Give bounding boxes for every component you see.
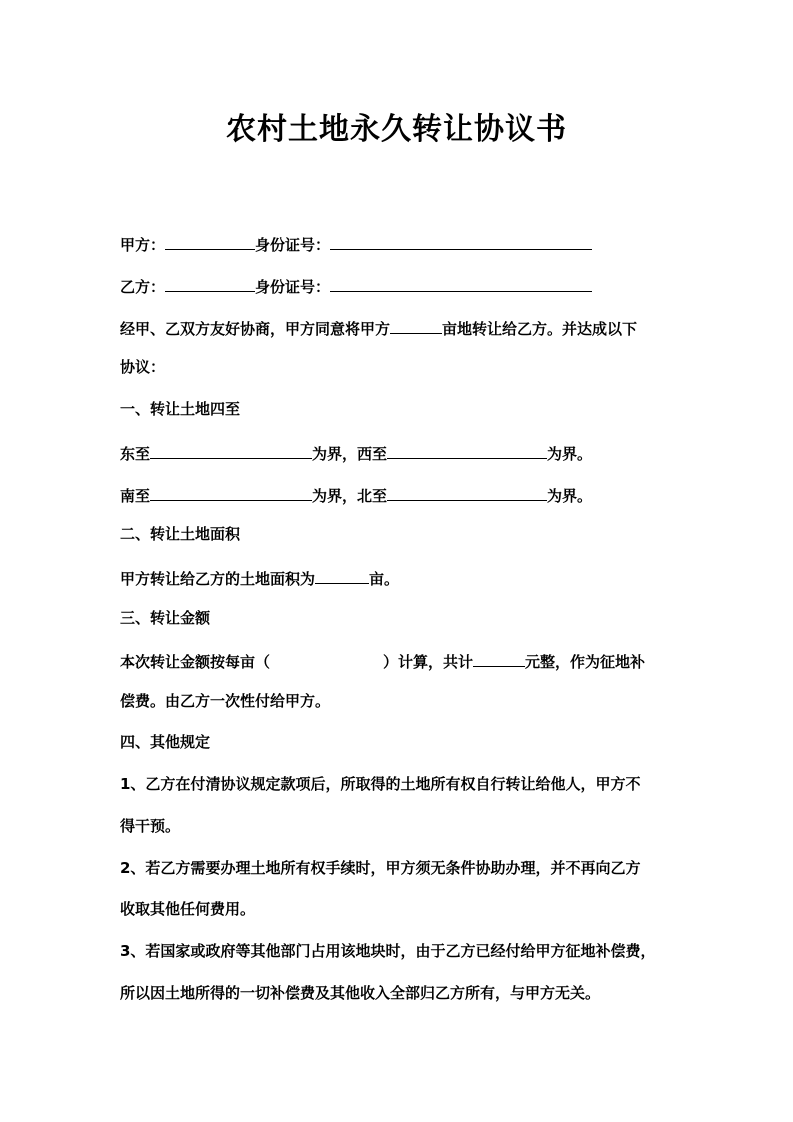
party-b-id-blank[interactable] bbox=[330, 274, 592, 292]
north-label: 为界，北至 bbox=[312, 487, 388, 505]
amount-text-3: 元整，作为征地补 bbox=[525, 653, 646, 671]
rule-3-line-1: 3、若国家或政府等其他部门占用该地块时，由于乙方已经付给甲方征地补偿费， bbox=[120, 942, 656, 960]
boundary-end-1: 为界。 bbox=[547, 445, 593, 463]
party-a-line bbox=[120, 232, 680, 255]
boundary-end-2: 为界。 bbox=[547, 487, 593, 505]
amount-line-2: 偿费。由乙方一次性付给甲方。 bbox=[120, 692, 331, 710]
area-line bbox=[120, 566, 680, 589]
party-a-label: 甲方： bbox=[120, 236, 166, 254]
intro-text-2: 亩地转让给乙方。并达成以下 bbox=[442, 320, 638, 338]
amount-text-2: ）计算，共计 bbox=[383, 653, 474, 671]
section1-heading: 一、转让土地四至 bbox=[120, 400, 241, 418]
north-blank[interactable] bbox=[387, 483, 547, 501]
section3-heading: 三、转让金额 bbox=[120, 609, 211, 627]
area-text: 甲方转让给乙方的土地面积为 bbox=[120, 570, 316, 588]
rule-2-line-2: 收取其他任何费用。 bbox=[120, 900, 256, 918]
section2-heading: 二、转让土地面积 bbox=[120, 525, 241, 543]
intro-line-1 bbox=[120, 316, 680, 339]
party-b-id-label: 身份证号： bbox=[255, 278, 331, 296]
rule-2-line-1: 2、若乙方需要办理土地所有权手续时，甲方须无条件协助办理，并不再向乙方 bbox=[120, 859, 641, 877]
amount-line-1 bbox=[120, 649, 680, 672]
party-a-id-blank[interactable] bbox=[330, 232, 592, 250]
amount-text-1: 本次转让金额按每亩（ bbox=[120, 653, 271, 671]
west-blank[interactable] bbox=[387, 441, 547, 459]
intro-text-1: 经甲、乙双方友好协商，甲方同意将甲方 bbox=[120, 320, 391, 338]
area-blank[interactable] bbox=[315, 566, 369, 584]
east-label: 东至 bbox=[120, 445, 151, 463]
party-b-name-blank[interactable] bbox=[165, 274, 255, 292]
west-label: 为界，西至 bbox=[312, 445, 388, 463]
rule-1-line-1: 1、乙方在付清协议规定款项后，所取得的土地所有权自行转让给他人，甲方不 bbox=[120, 775, 641, 793]
east-west-line bbox=[120, 441, 680, 464]
south-blank[interactable] bbox=[150, 483, 312, 501]
party-b-line bbox=[120, 274, 680, 297]
rule-1-line-2: 得干预。 bbox=[120, 817, 181, 835]
document-title: 农村土地永久转让协议书 bbox=[226, 112, 567, 147]
east-blank[interactable] bbox=[150, 441, 312, 459]
south-north-line bbox=[120, 483, 680, 506]
acres-blank[interactable] bbox=[390, 316, 442, 334]
party-a-name-blank[interactable] bbox=[165, 232, 255, 250]
intro-line-2: 协议： bbox=[120, 358, 166, 376]
section4-heading: 四、其他规定 bbox=[120, 733, 211, 751]
south-label: 南至 bbox=[120, 487, 151, 505]
party-b-label: 乙方： bbox=[120, 278, 166, 296]
rule-3-line-2: 所以因土地所得的一切补偿费及其他收入全部归乙方所有，与甲方无关。 bbox=[120, 984, 601, 1002]
party-a-id-label: 身份证号： bbox=[255, 236, 331, 254]
area-unit: 亩。 bbox=[369, 570, 400, 588]
total-amount-blank[interactable] bbox=[473, 649, 525, 667]
